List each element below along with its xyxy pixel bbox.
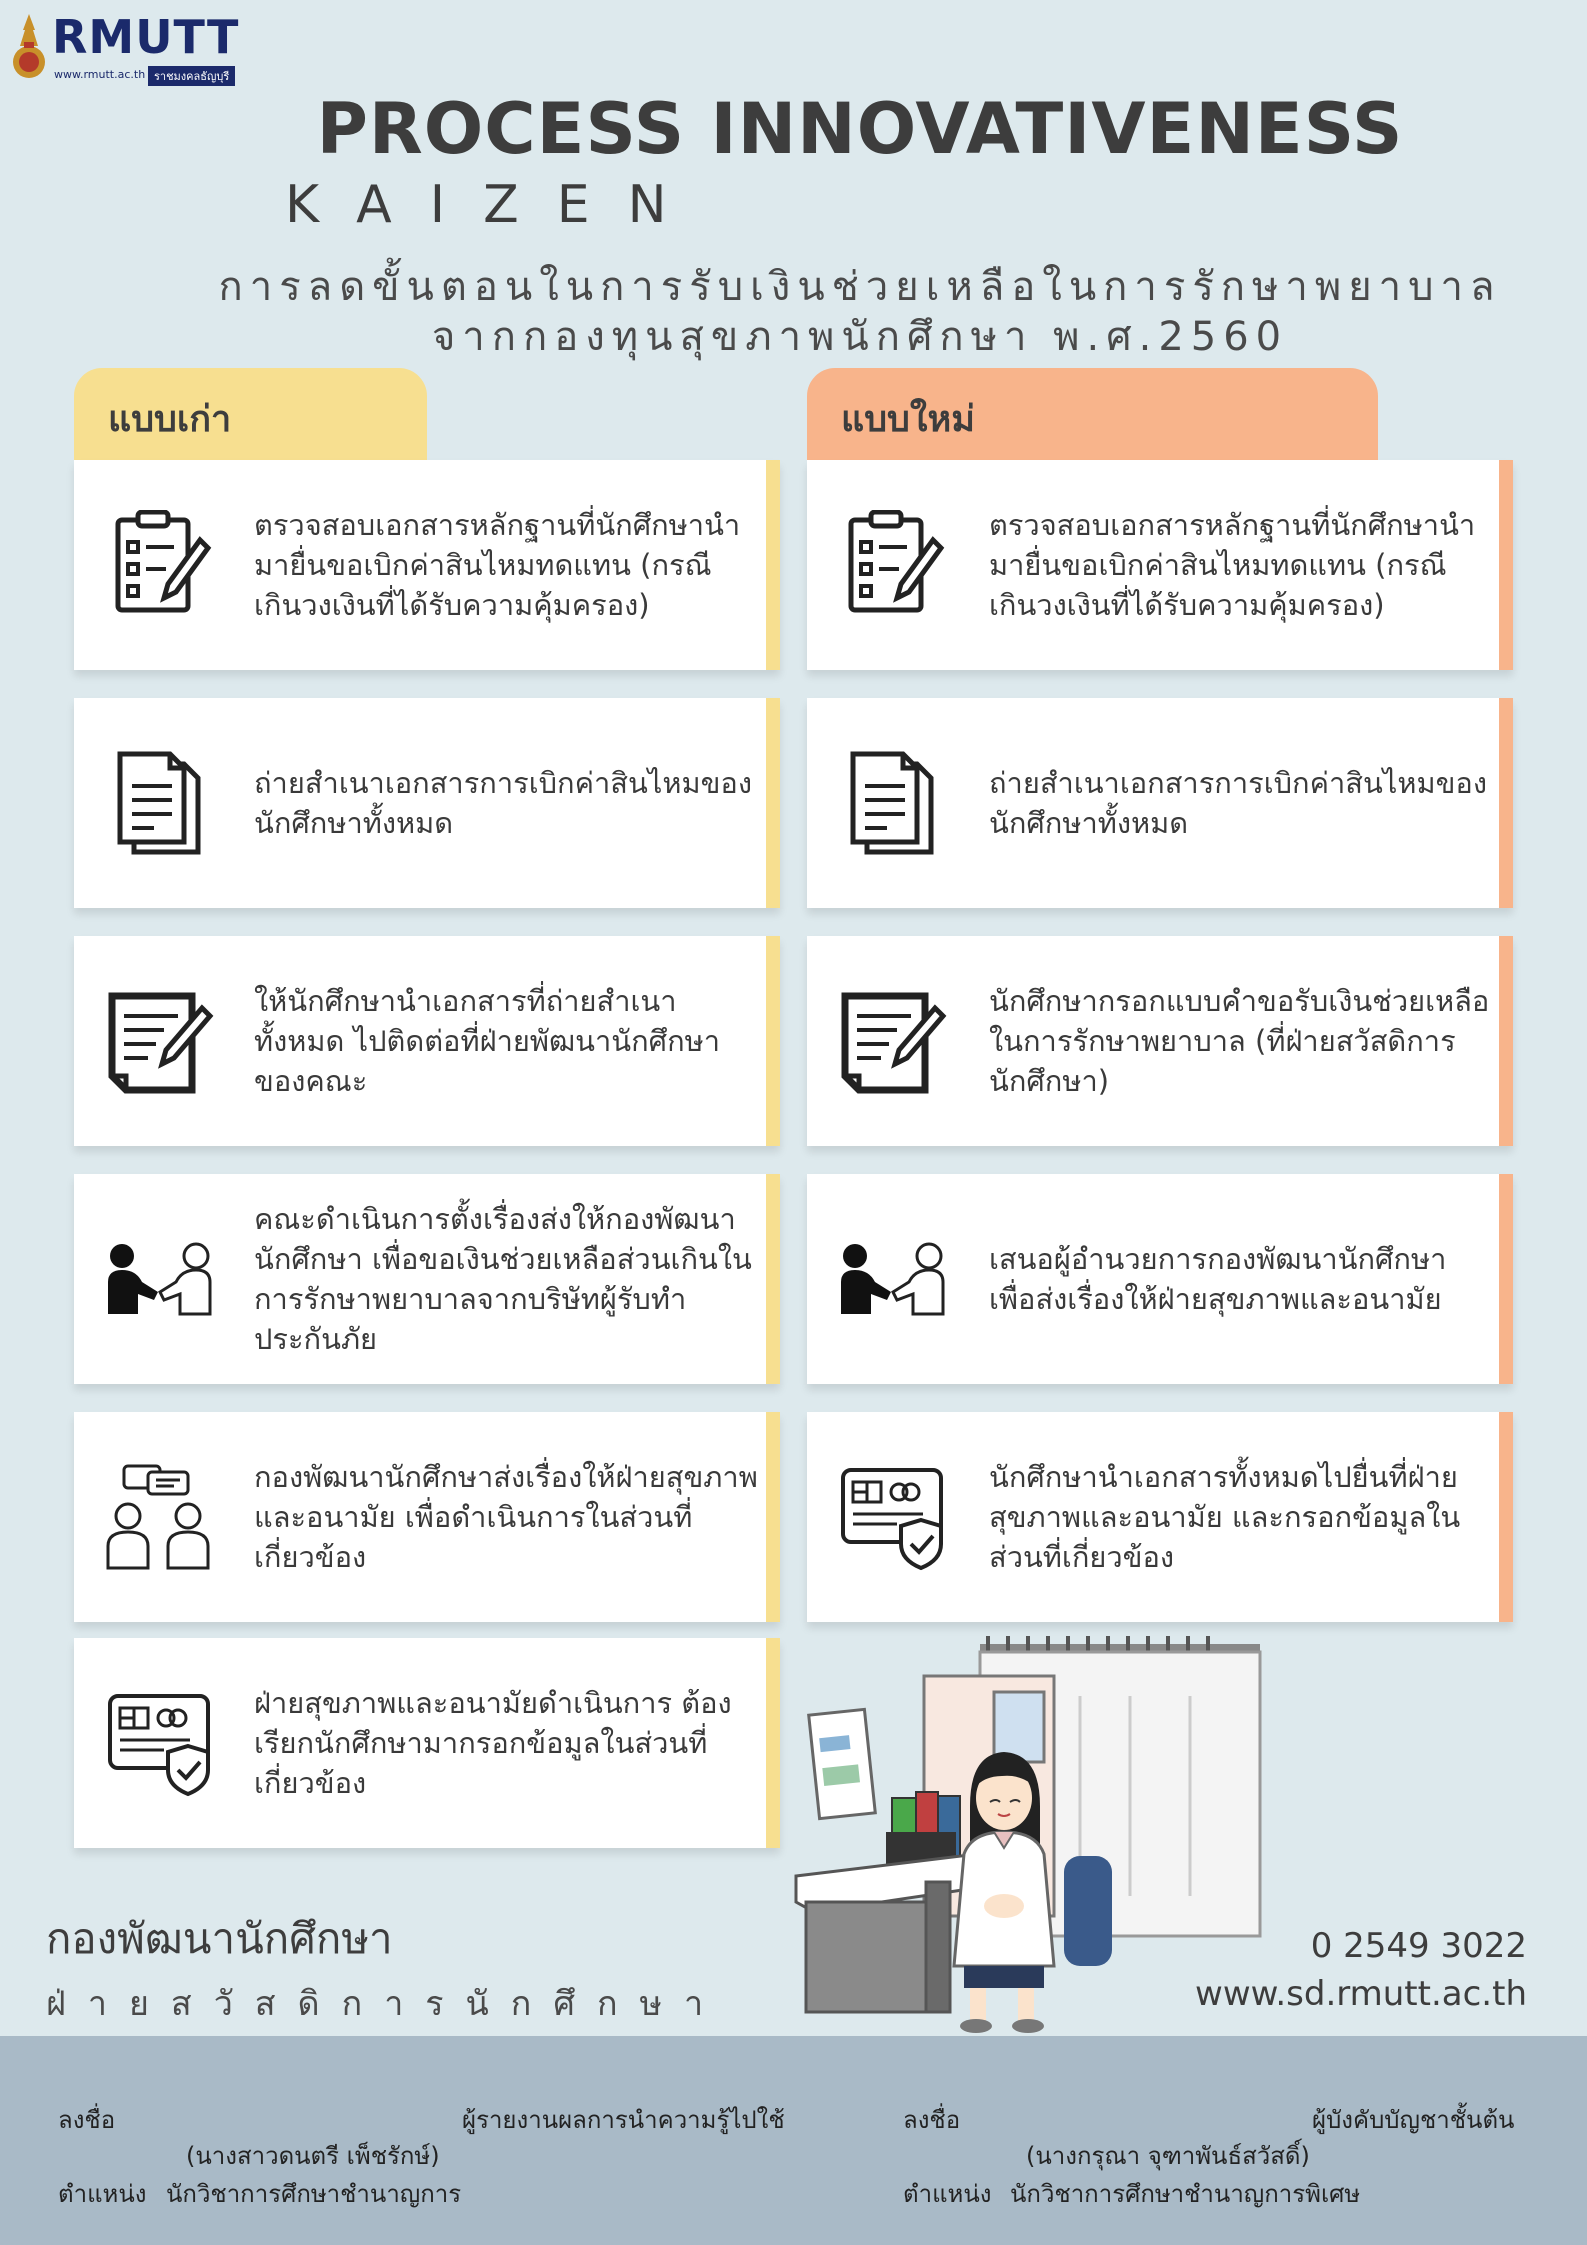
handshake-icon — [837, 1224, 947, 1334]
footer-division: ฝ่ายสวัสดิการนักศึกษา — [46, 1984, 726, 2024]
old-step-text: ให้นักศึกษานำเอกสารที่ถ่ายสำเนาทั้งหมด ไปติดต่อที่ฝ่ายพัฒนานักศึกษาของคณะ — [254, 984, 721, 1098]
accent-bar — [766, 1412, 780, 1622]
signatory-position: นักวิชาการศึกษาชำนาญการ — [166, 2180, 462, 2208]
subtitle-line-2: จากกองทุนสุขภาพนักศึกษา พ.ศ.2560 — [431, 314, 1289, 360]
new-step-card — [807, 460, 1513, 670]
checklist-icon — [837, 510, 947, 620]
old-step-text: กองพัฒนานักศึกษาส่งเรื่องให้ฝ่ายสุขภาพและอนามัย เพื่อดำเนินการในส่วนที่เกี่ยวข้อง — [254, 1460, 758, 1574]
university-emblem-icon — [8, 12, 50, 82]
old-step-card — [74, 460, 780, 670]
old-step-card — [74, 698, 780, 908]
old-step-card — [74, 1638, 780, 1848]
position-label: ตำแหน่ง — [58, 2180, 147, 2208]
new-process-header: แบบใหม่ — [807, 368, 1378, 464]
old-step-text: คณะดำเนินการตั้งเรื่องส่งให้กองพัฒนานักศึกษา เพื่อขอเงินช่วยเหลือส่วนเกินในการรักษาพยาบาลจากบริษัทผู้รับทำประกันภัย — [254, 1202, 752, 1356]
document-copy-icon — [837, 748, 947, 858]
kaizen-subtitle: KAIZEN — [285, 175, 705, 235]
page-title: PROCESS INNOVATIVENESS — [316, 88, 1404, 170]
old-step-card — [74, 1174, 780, 1384]
document-copy-icon — [104, 748, 214, 858]
conversation-icon — [104, 1462, 214, 1572]
accent-bar — [766, 1174, 780, 1384]
logo-text: RMUTT — [52, 10, 240, 64]
accent-bar — [766, 1638, 780, 1848]
accent-bar — [766, 460, 780, 670]
old-step-text: ตรวจสอบเอกสารหลักฐานที่นักศึกษานำมายื่นขอเบิกค่าสินไหมทดแทน (กรณีเกินวงเงินที่ได้รับความคุ้มครอง) — [254, 508, 741, 622]
subtitle-line-1: การลดขั้นตอนในการรับเงินช่วยเหลือในการรักษาพยาบาล — [218, 264, 1502, 310]
old-process-header: แบบเก่า — [74, 368, 427, 464]
accent-bar — [1499, 460, 1513, 670]
new-step-text: เสนอผู้อำนวยการกองพัฒนานักศึกษาเพื่อส่งเรื่องให้ฝ่ายสุขภาพและอนามัย — [989, 1242, 1447, 1316]
contact-website[interactable]: www.sd.rmutt.ac.th — [1195, 1974, 1527, 2014]
signature-label: ลงชื่อ — [58, 2106, 116, 2134]
signature-label: ลงชื่อ — [903, 2106, 961, 2134]
signatory-name: (นางสาวดนตรี เพ็ชรักษ์) — [186, 2142, 440, 2170]
new-step-card — [807, 936, 1513, 1146]
old-step-text: ถ่ายสำเนาเอกสารการเบิกค่าสินไหมของนักศึกษาทั้งหมด — [254, 766, 753, 840]
new-step-text: ตรวจสอบเอกสารหลักฐานที่นักศึกษานำมายื่นขอเบิกค่าสินไหมทดแทน (กรณีเกินวงเงินที่ได้รับความคุ้มครอง) — [989, 508, 1476, 622]
new-step-card — [807, 1174, 1513, 1384]
old-step-text: ฝ่ายสุขภาพและอนามัยดำเนินการ ต้องเรียกนักศึกษามากรอกข้อมูลในส่วนที่เกี่ยวข้อง — [254, 1686, 732, 1800]
signatory-position: นักวิชาการศึกษาชำนาญการพิเศษ — [1010, 2180, 1361, 2208]
insurance-card-icon — [104, 1688, 214, 1798]
new-step-text: นักศึกษากรอกแบบคำขอรับเงินช่วยเหลือในการรักษาพยาบาล (ที่ฝ่ายสวัสดิการนักศึกษา) — [989, 984, 1490, 1098]
handshake-icon — [104, 1224, 214, 1334]
new-step-card — [807, 698, 1513, 908]
footer-org-name: กองพัฒนานักศึกษา — [46, 1914, 393, 1963]
accent-bar — [1499, 1412, 1513, 1622]
signature-role: ผู้รายงานผลการนำความรู้ไปใช้ — [462, 2106, 785, 2134]
new-step-text: นักศึกษานำเอกสารทั้งหมดไปยื่นที่ฝ่ายสุขภาพและอนามัย และกรอกข้อมูลในส่วนที่เกี่ยวข้อง — [989, 1460, 1461, 1574]
accent-bar — [1499, 1174, 1513, 1384]
new-step-card — [807, 1412, 1513, 1622]
form-pencil-icon — [837, 986, 947, 1096]
logo — [8, 12, 238, 88]
accent-bar — [766, 936, 780, 1146]
accent-bar — [1499, 698, 1513, 908]
new-step-text: ถ่ายสำเนาเอกสารการเบิกค่าสินไหมของนักศึกษาทั้งหมด — [989, 766, 1488, 840]
logo-tagline: ราชมงคลธัญบุรี — [148, 66, 235, 86]
contact-phone: 0 2549 3022 — [1310, 1926, 1527, 1966]
signatory-name: (นางกรุณา จุฑาพันธ์สวัสดิ์) — [1026, 2142, 1310, 2170]
accent-bar — [1499, 936, 1513, 1146]
form-pencil-icon — [104, 986, 214, 1096]
old-step-card — [74, 1412, 780, 1622]
insurance-card-icon — [837, 1462, 947, 1572]
signature-role: ผู้บังคับบัญชาชั้นต้น — [1312, 2106, 1515, 2134]
logo-url: www.rmutt.ac.th — [54, 68, 146, 81]
accent-bar — [766, 698, 780, 908]
old-step-card — [74, 936, 780, 1146]
position-label: ตำแหน่ง — [903, 2180, 992, 2208]
checklist-icon — [104, 510, 214, 620]
